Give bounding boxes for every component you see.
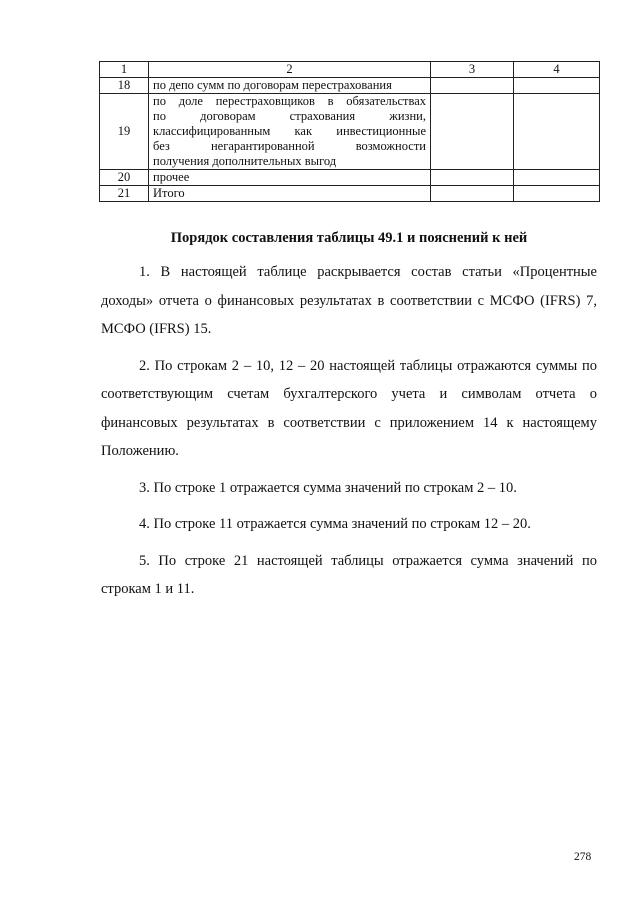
row-label-line: без негарантированной возможности <box>153 139 426 153</box>
value-cell <box>514 78 600 94</box>
column-header: 3 <box>431 62 514 78</box>
paragraph: 1. В настоящей таблице раскрывается состав статьи «Процентные доходы» отчета о финансовых результатах в соответствии с МСФО (IFRS) 7, МСФО (IFRS) 15. <box>101 264 597 337</box>
row-label <box>149 186 431 202</box>
row-label-line: по депо сумм по договорам перестрахования <box>153 78 392 92</box>
row-label <box>149 94 431 170</box>
paragraph: 4. По строке 11 отражается сумма значений по строкам 12 – 20. <box>139 516 531 532</box>
section-heading: Порядок составления таблицы 49.1 и пояснений к ней <box>170 230 528 246</box>
row-label <box>149 78 431 94</box>
data-table <box>99 61 600 202</box>
value-cell <box>514 186 600 202</box>
row-number: 20 <box>100 170 149 186</box>
page-number: 278 <box>574 851 592 863</box>
paragraph: 2. По строкам 2 – 10, 12 – 20 настоящей таблицы отражаются суммы по соответствующим счетам бухгалтерского учета и символам отчета о финансовых результатах в соответствии с приложением 14 к настоящему Положению. <box>101 357 597 459</box>
row-label <box>149 170 431 186</box>
row-label-line: Итого <box>153 186 185 200</box>
value-cell <box>514 170 600 186</box>
value-cell <box>431 94 514 170</box>
paragraph: 5. По строке 21 настоящей таблицы отражается сумма значений по строкам 1 и 11. <box>101 552 597 597</box>
value-cell <box>514 94 600 170</box>
row-label-line: по договорам страхования жизни, <box>153 109 426 123</box>
table-row <box>100 94 600 170</box>
row-label-line: получения дополнительных выгод <box>153 154 337 168</box>
row-number: 18 <box>100 78 149 94</box>
paragraph: 3. По строке 1 отражается сумма значений по строкам 2 – 10. <box>139 479 517 496</box>
row-number: 19 <box>100 94 149 170</box>
table-row <box>100 170 600 186</box>
value-cell <box>431 186 514 202</box>
row-label-line: прочее <box>153 170 190 184</box>
row-number: 21 <box>100 186 149 202</box>
body-text <box>101 258 597 612</box>
column-header: 4 <box>514 62 600 78</box>
value-cell <box>431 170 514 186</box>
column-header: 1 <box>100 62 149 78</box>
column-header: 2 <box>149 62 431 78</box>
value-cell <box>431 78 514 94</box>
table-row <box>100 78 600 94</box>
row-label-line: классифицированным как инвестиционные <box>153 124 426 138</box>
row-label-line: по доле перестраховщиков в обязательствах <box>153 94 426 108</box>
table-header-row <box>100 62 600 78</box>
table-row <box>100 186 600 202</box>
